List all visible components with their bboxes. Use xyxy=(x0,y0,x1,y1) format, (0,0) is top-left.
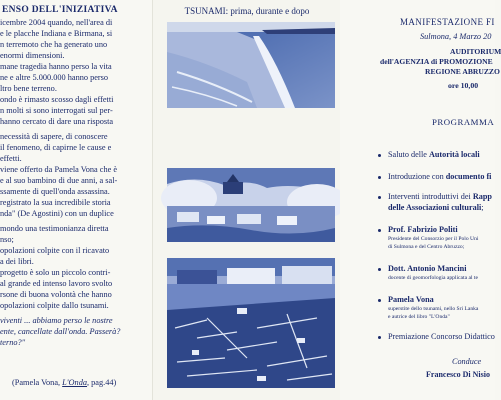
program-item-text: Presidente del Consorzio per il Polo Uni xyxy=(388,236,479,242)
conduce-name: Francesco Di Nisio xyxy=(426,370,490,379)
event-time: ore 10,00 xyxy=(448,81,479,90)
program-item xyxy=(388,295,434,304)
photo-during-image xyxy=(167,168,335,242)
left-text-line: n molti si sono interrogati sul per- xyxy=(0,106,113,115)
left-text-line: progetto è solo un piccolo contri- xyxy=(0,268,111,277)
left-panel xyxy=(0,0,152,400)
left-text-line: n terremoto che ha generato uno xyxy=(0,40,108,49)
program-item-bold: Autorità locali xyxy=(428,150,480,159)
left-text-line: effetti. xyxy=(0,154,22,163)
left-text-line: registrato la sua incredibile storia xyxy=(0,198,111,207)
citation-prefix: (Pamela Vona, xyxy=(12,378,63,387)
program-item-text: Interventi introduttivi dei xyxy=(388,192,473,201)
right-panel xyxy=(340,0,501,400)
bullet-icon xyxy=(378,176,381,179)
event-heading: MANIFESTAZIONE FI xyxy=(400,17,495,27)
program-item-bold: Pamela Vona xyxy=(388,295,434,304)
program-item xyxy=(388,275,478,281)
photo-before-image xyxy=(167,22,335,108)
left-text-line: rsone di buona volontà che hanno xyxy=(0,290,112,299)
bullet-icon xyxy=(378,268,381,271)
left-text-line: ne e altre 5.000.000 hanno perso xyxy=(0,73,109,82)
left-text-line: e le placche Indiana e Birmana, si xyxy=(0,29,113,38)
program-item-bold: Dott. Antonio Mancini xyxy=(388,264,467,273)
left-text-line: mondo una testimonianza diretta xyxy=(0,224,109,233)
citation-book: L'Onda xyxy=(62,378,87,387)
bullet-icon xyxy=(378,299,381,302)
photo-during-tsunami xyxy=(167,168,335,242)
program-item xyxy=(388,314,450,320)
program-item-text: e autrice del libro "L'Onda" xyxy=(388,314,450,320)
program-item-text: di Sulmona e del Centro Abruzzo; xyxy=(388,244,465,250)
photo-section-title: TSUNAMI: prima, durante e dopo xyxy=(184,6,310,16)
program-item-text: Saluto delle xyxy=(388,150,429,159)
event-date: Sulmona, 4 Marzo 20 xyxy=(420,32,492,41)
program-item xyxy=(388,203,484,212)
left-text-line: viene offerto da Pamela Vona che è xyxy=(0,165,118,174)
program-item xyxy=(388,332,495,341)
program-item-text: docente di geomorfologia applicata al te xyxy=(388,275,478,281)
venue-name: AUDITORIUM xyxy=(450,47,501,56)
program-item-text: superstite dello tsunami, nello Sri Lanka xyxy=(388,306,479,312)
program-item-text: Introduzione con xyxy=(388,172,446,181)
left-text-line: e al suo bambino di due anni, a sal- xyxy=(0,176,118,185)
program-item-text: Premiazione Concorso Didattico xyxy=(388,332,495,341)
citation xyxy=(12,378,116,388)
bullet-icon xyxy=(378,154,381,157)
left-text-line: opolazioni colpite dallo tsunami. xyxy=(0,301,109,310)
bullet-icon xyxy=(378,196,381,199)
left-text-line: hanno cercato di dare una risposta xyxy=(0,117,114,126)
program-item-suffix: ; xyxy=(481,203,484,212)
left-heading: ENSO DELL'INIZIATIVA xyxy=(2,5,118,15)
bullet-icon xyxy=(378,336,381,339)
left-text-line: terno?" xyxy=(0,338,26,347)
left-text-line: ltro bene terreno. xyxy=(0,84,57,93)
citation-suffix: , pag.44) xyxy=(87,378,117,387)
left-text-line: il fenomeno, di capirne le cause e xyxy=(0,143,112,152)
program-item-bold: Prof. Fabrizio Politi xyxy=(388,225,458,234)
program-item xyxy=(388,264,466,273)
venue-line3: REGIONE ABRUZZO xyxy=(425,67,500,76)
middle-panel xyxy=(152,0,342,400)
left-text-line: mane tragedia hanno perso la vita xyxy=(0,62,112,71)
left-text-line: nda" (De Agostini) con un duplice xyxy=(0,209,114,218)
venue-line2: dell'AGENZIA di PROMOZIONE xyxy=(380,57,493,66)
program-item xyxy=(388,236,478,242)
left-text-line: a dei libri. xyxy=(0,257,34,266)
program-title: PROGRAMMA xyxy=(432,117,495,127)
photo-after-tsunami xyxy=(167,258,335,388)
program-item-bold: delle Associazioni culturali xyxy=(388,203,482,212)
program-item-bold: documento fi xyxy=(445,172,492,181)
left-text-line: ente, cancellate dall'onda. Passerà? xyxy=(0,327,121,336)
left-text-line: ondo è rimasto scosso dagli effetti xyxy=(0,95,114,104)
left-text-line: necessità di sapere, di conoscere xyxy=(0,132,108,141)
left-text-line: enormi dimensioni. xyxy=(0,51,65,60)
program-item xyxy=(388,244,464,250)
program-item xyxy=(388,150,480,159)
left-text-line: viventi ... abbiamo perso le nostre xyxy=(0,316,113,325)
conduce-label: Conduce xyxy=(452,357,482,366)
left-text-line: icembre 2004 quando, nell'area di xyxy=(0,18,113,27)
photo-after-image xyxy=(167,258,335,388)
program-item-bold: Rapp xyxy=(472,192,492,201)
photo-before-tsunami xyxy=(167,22,335,108)
program-item xyxy=(388,306,478,312)
program-item xyxy=(388,192,492,201)
left-text-line: ssamente di quell'onda assassina. xyxy=(0,187,110,196)
left-text-line: al grande ed intenso lavoro svolto xyxy=(0,279,113,288)
program-item xyxy=(388,172,491,181)
program-item xyxy=(388,225,458,234)
left-text-line: nso; xyxy=(0,235,14,244)
bullet-icon xyxy=(378,229,381,232)
left-text-line: opolazioni colpite con il ricavato xyxy=(0,246,110,255)
